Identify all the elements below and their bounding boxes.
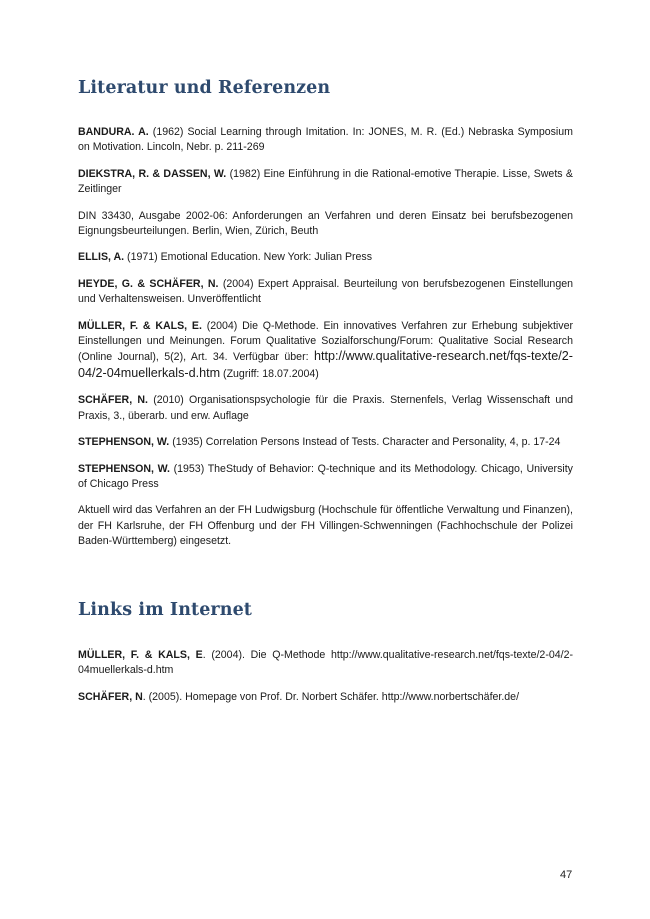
reference-author: ELLIS, A. [78, 251, 125, 264]
reference-author: MÜLLER, F. & KALS, E. [78, 319, 202, 332]
reference-entry [78, 125, 573, 156]
link-author: MÜLLER, F. & KALS, E [78, 649, 203, 661]
reference-author: BANDURA. A. [78, 126, 149, 138]
reference-entry [78, 462, 573, 493]
reference-text: (2004) Die Q-Methode. Ein innovatives Verfahren zur Erhebung subjektiver Einstellungen und Meinungen. Forum Qualitative Sozialforschung/Forum: Qualitative Social Research (Online Journal), 5(2), Art. 34. Verfügbar über: [78, 319, 573, 364]
reference-author: STEPHENSON, W. [78, 436, 170, 449]
section-heading-links: Links im Internet [78, 600, 252, 620]
reference-author: HEYDE, G. & SCHÄFER, N. [78, 277, 219, 290]
reference-text: DIN 33430, Ausgabe 2002-06: Anforderungen an Verfahren und deren Einsatz bei berufsbezogenen Eignungsbeurteilungen. Berlin, Wien, Zürich, Beuth [78, 209, 573, 238]
link-entry [78, 690, 573, 705]
usage-note-text: Aktuell wird das Verfahren an der FH Ludwigsburg (Hochschule für öffentliche Verwaltung und Finanzen), der FH Karlsruhe, der FH Offenburg und der FH Villingen-Schwenningen (Fachhochschule der Polizei Baden-Württemberg) eingesetzt. [78, 504, 573, 548]
reference-list [78, 125, 573, 561]
reference-text: (1982) Eine Einführung in die Rational-emotive Therapie. Lisse, Swets & Zeitlinger [78, 167, 573, 196]
link-text: . (2004). Die Q-Methode http://www.qualitative-research.net/fqs-texte/2-04/2-04muellerkals-d.htm [78, 649, 573, 677]
reference-entry [78, 250, 573, 265]
reference-text: (2010) Organisationspsychologie für die Praxis. Sternenfels, Verlag Wissenschaft und Praxis, 3., überarb. und erw. Auflage [78, 394, 573, 422]
reference-text: (1935) Correlation Persons Instead of Tests. Character and Personality, 4, p. 17-24 [169, 436, 561, 449]
reference-author: STEPHENSON, W. [78, 462, 170, 475]
reference-entry [78, 277, 573, 308]
reference-entry [78, 319, 573, 383]
reference-url[interactable]: http://www.qualitative-research.net/fqs-texte/2-04/2-04muellerkals-d.htm [78, 349, 573, 380]
reference-entry [78, 393, 573, 424]
reference-entry [78, 167, 573, 198]
reference-entry [78, 435, 573, 450]
link-text: . (2005). Homepage von Prof. Dr. Norbert Schäfer. http://www.norbertschäfer.de/ [142, 690, 520, 703]
section-heading-literature: Literatur und Referenzen [78, 78, 331, 98]
reference-entry [78, 209, 573, 240]
reference-text: (1953) TheStudy of Behavior: Q-technique and its Methodology. Chicago, University of Chicago Press [78, 462, 573, 490]
link-entry [78, 648, 573, 679]
link-list [78, 648, 573, 716]
reference-text: (1971) Emotional Education. New York: Julian Press [124, 251, 373, 264]
reference-text: (2004) Expert Appraisal. Beurteilung von berufsbezogenen Einstellungen und Verhaltensweisen. Unveröffentlicht [78, 277, 573, 306]
reference-author: SCHÄFER, N. [78, 394, 148, 407]
reference-author: DIEKSTRA, R. & DASSEN, W. [78, 167, 227, 180]
link-author: SCHÄFER, N [78, 690, 143, 703]
reference-text: (1962) Social Learning through Imitation. In: JONES, M. R. (Ed.) Nebraska Symposium on Motivation. Lincoln, Nebr. p. 211-269 [78, 126, 573, 154]
page-number: 47 [560, 869, 573, 881]
usage-note [78, 503, 573, 549]
reference-access-date: (Zugriff: 18.07.2004) [220, 367, 319, 380]
